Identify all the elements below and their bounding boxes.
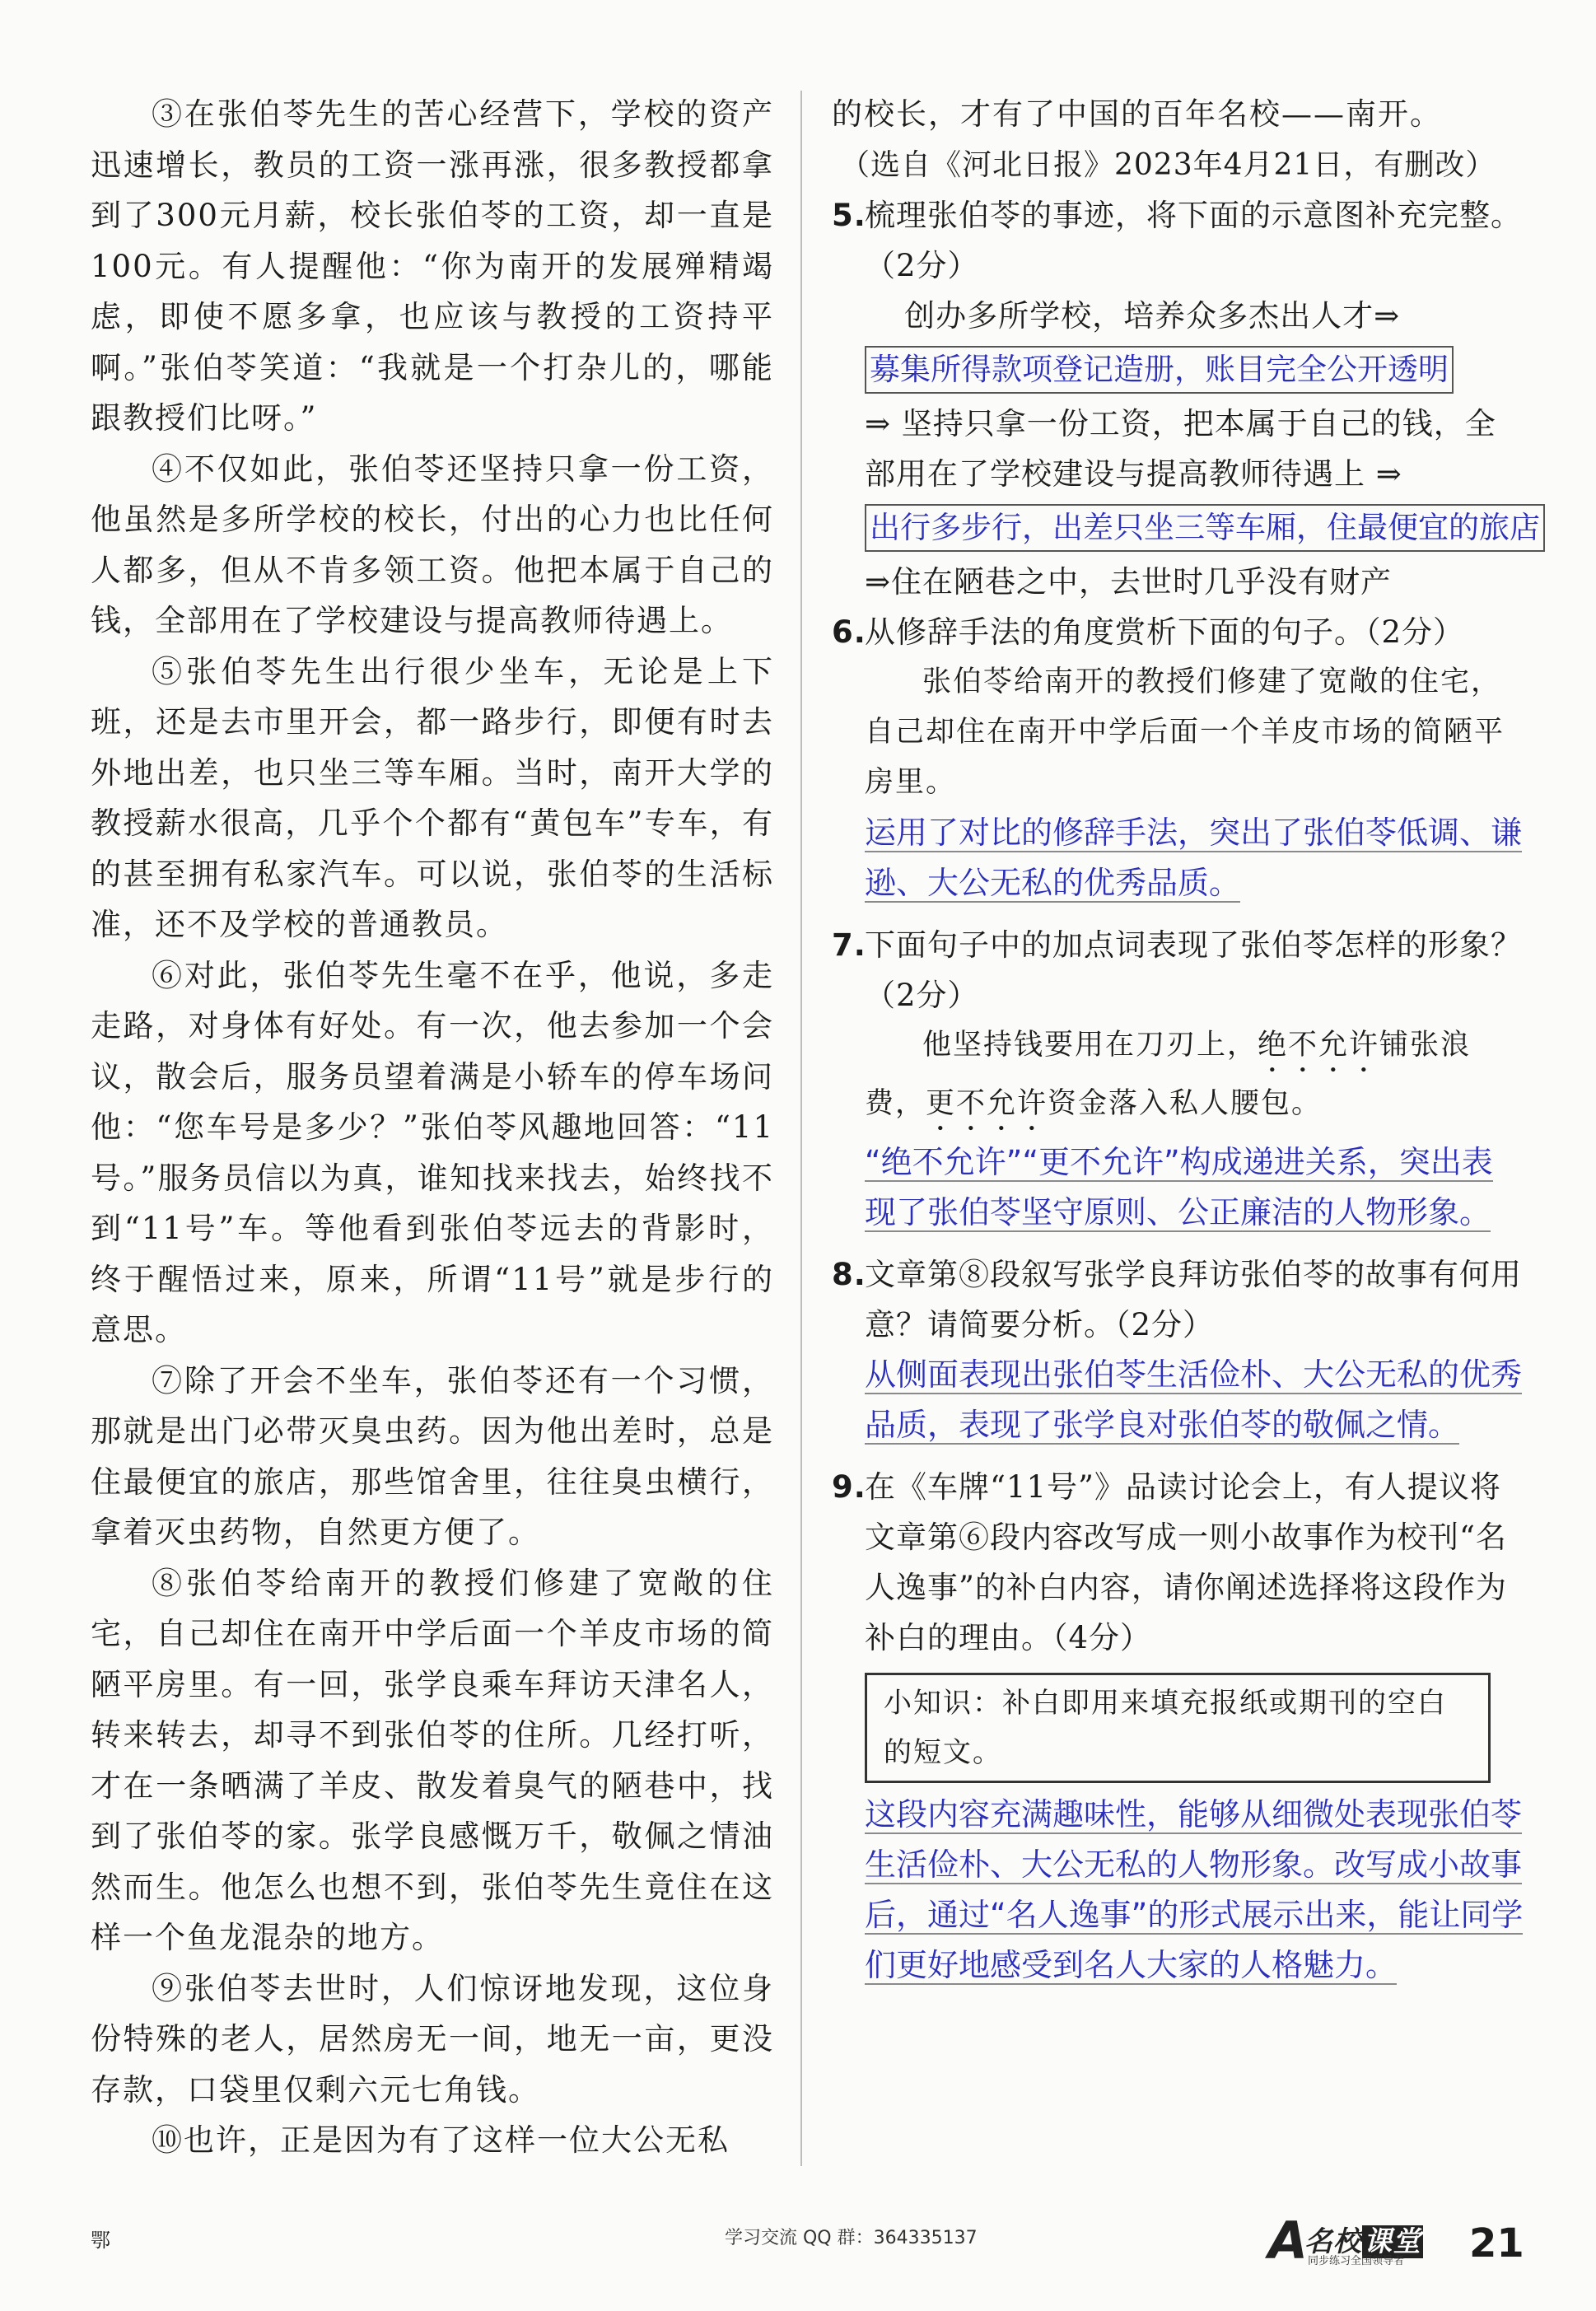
questions-right-column bbox=[832, 89, 1540, 1991]
quoted-sentence: 张伯苓给南开的教授们修建了宽敞的住宅，自己却住在南开中学后面一个羊皮市场的简陋平房里。 bbox=[865, 665, 1505, 799]
paragraph-7: ⑦除了开会不坐车，张伯苓还有一个习惯，那就是出门必带灭臭虫药。因为他出差时，总是住最便宜的旅店，那些馆舍里，往往臭虫横行，拿着灭虫药物，自然更方便了。 bbox=[91, 1362, 774, 1550]
question-text: 从修辞手法的角度赏析下面的句子。（2分） bbox=[865, 614, 1465, 650]
question-number: 5. bbox=[832, 197, 866, 233]
question-text: 梳理张伯苓的事迹，将下面的示意图补充完整。（2分） bbox=[865, 197, 1522, 283]
publisher-logo bbox=[1268, 2211, 1449, 2271]
paragraph-5: ⑤张伯苓先生出行很少坐车，无论是上下班，还是去市里开会，都一路步行，即便有时去外地出差，也只坐三等车厢。当时，南开大学的教授薪水很高，几乎个个都有“黄包车”专车，有的甚至拥有私家汽车。可以说，张伯苓的生活标准，还不及学校的普通教员。 bbox=[91, 653, 774, 942]
paragraph-9: ⑨张伯苓去世时，人们惊讶地发现，这位身份特殊的老人，居然房无一间，地无一亩，更没存款，口袋里仅剩六元七角钱。 bbox=[91, 1970, 774, 2108]
qq-group-text: 学习交流 QQ 群：364335137 bbox=[725, 2228, 978, 2248]
question-9 bbox=[832, 1462, 1524, 1991]
dotted-word-2: 更不允许 bbox=[926, 1086, 1048, 1120]
logo-name-part-1: 名校 bbox=[1304, 2225, 1362, 2258]
handwritten-answer[interactable]: “绝不允许”“更不允许”构成递进关系，突出表现了张伯苓坚守原则、公正廉洁的人物形象。 bbox=[865, 1143, 1493, 1230]
logo-name-part-2: 课堂 bbox=[1364, 2225, 1421, 2258]
paragraph-4: ④不仅如此，张伯苓还坚持只拿一份工资，他虽然是多所学校的校长，付出的心力也比任何人都多，但从不肯多领工资。他把本属于自己的钱，全部用在了学校建设与提高教师待遇上。 bbox=[91, 451, 774, 638]
question-number: 8. bbox=[832, 1256, 866, 1292]
question-6 bbox=[832, 607, 1524, 908]
question-number: 6. bbox=[832, 614, 866, 650]
question-number: 7. bbox=[832, 927, 866, 963]
paragraph-6: ⑥对此，张伯苓先生毫不在乎，他说，多走走路，对身体有好处。有一次，他去参加一个会议，散会后，服务员望着满是小轿车的停车场问他：“您车号是多少？”张伯苓风趣地回答：“11号。”服务员信以为真，谁知找来找去，始终找不到“11号”车。等他看到张伯苓远去的背影时，终于醒悟过来，原来，所谓“11号”就是步行的意思。 bbox=[91, 957, 774, 1347]
question-5 bbox=[832, 190, 1540, 607]
region-mark: 鄂 bbox=[91, 2229, 110, 2252]
paragraph-8: ⑧张伯苓给南开的教授们修建了宽敞的住宅，自己却住在南开中学后面一个羊皮市场的简陋平房里。有一回，张学良乘车拜访天津名人，转来转去，却寻不到张伯苓的住所。几经打听，才在一条晒满了羊皮、散发着臭气的陋巷中，找到了张伯苓的家。张学良感慨万千，敬佩之情油然而生。他怎么也想不到，张伯苓先生竟住在这样一个鱼龙混杂的地方。 bbox=[91, 1565, 774, 1955]
question-7 bbox=[832, 920, 1524, 1238]
dotted-word-1: 绝不允许 bbox=[1258, 1028, 1380, 1062]
quoted-sentence: 他坚持钱要用在刀刃上，绝不允许铺张浪费，更不允许资金落入私人腰包。 bbox=[865, 1028, 1472, 1120]
question-number: 9. bbox=[832, 1468, 866, 1505]
page-number: 21 bbox=[1469, 2220, 1524, 2267]
logo-tagline: 同步练习全国领导者 bbox=[1308, 2255, 1405, 2267]
answer-box-1[interactable]: 募集所得款项登记造册，账目完全公开透明 bbox=[865, 346, 1454, 394]
handwritten-answer[interactable]: 运用了对比的修辞手法，突出了张伯苓低调、谦逊、大公无私的优秀品质。 bbox=[865, 814, 1523, 901]
diagram-step-3: ⇒住在陋巷之中，去世时几乎没有财产 bbox=[865, 563, 1393, 600]
question-8 bbox=[832, 1249, 1524, 1450]
question-text: 在《车牌“11号”》品读讨论会上，有人提议将文章第⑥段内容改写成一则小故事作为校刊“名人逸事”的补白内容，请你阐述选择将这段作为补白的理由。（4分） bbox=[865, 1468, 1507, 1655]
question-text: 文章第⑧段叙写张学良拜访张伯苓的故事有何用意？请简要分析。（2分） bbox=[865, 1256, 1522, 1342]
diagram-step-1: 创办多所学校，培养众多杰出人才⇒ bbox=[904, 297, 1401, 334]
diagram-step-2: ⇒ 坚持只拿一份工资，把本属于自己的钱，全部用在了学校建设与提高教师待遇上 ⇒ bbox=[865, 405, 1496, 492]
answer-box-2[interactable]: 出行多步行，出差只坐三等车厢，住最便宜的旅店 bbox=[865, 504, 1545, 552]
tip-box: 小知识：补白即用来填充报纸或期刊的空白的短文。 bbox=[865, 1673, 1491, 1783]
article-left-column bbox=[91, 89, 774, 2166]
article-source: （选自《河北日报》2023年4月21日，有删改） bbox=[840, 147, 1496, 182]
column-divider bbox=[800, 91, 802, 2166]
handwritten-answer[interactable]: 从侧面表现出张伯苓生活俭朴、大公无私的优秀品质，表现了张学良对张伯苓的敬佩之情。 bbox=[865, 1356, 1523, 1443]
logo-letter: A bbox=[1268, 2211, 1308, 2271]
article-continuation: 的校长，才有了中国的百年名校——南开。 bbox=[832, 96, 1442, 132]
question-text: 下面句子中的加点词表现了张伯苓怎样的形象？（2分） bbox=[865, 927, 1522, 1013]
paragraph-3: ③在张伯苓先生的苦心经营下，学校的资产迅速增长，教员的工资一涨再涨，很多教授都拿到了300元月薪，校长张伯苓的工资，却一直是100元。有人提醒他：“你为南开的发展殚精竭虑，即使不愿多拿，也应该与教授的工资持平啊。”张伯苓笑道：“我就是一个打杂儿的，哪能跟教授们比呀。” bbox=[91, 96, 774, 436]
paragraph-10: ⑩也许，正是因为有了这样一位大公无私 bbox=[152, 2122, 730, 2158]
handwritten-answer[interactable]: 这段内容充满趣味性，能够从细微处表现张伯苓生活俭朴、大公无私的人物形象。改写成小故事后，通过“名人逸事”的形式展示出来，能让同学们更好地感受到名人大家的人格魅力。 bbox=[865, 1795, 1524, 1983]
